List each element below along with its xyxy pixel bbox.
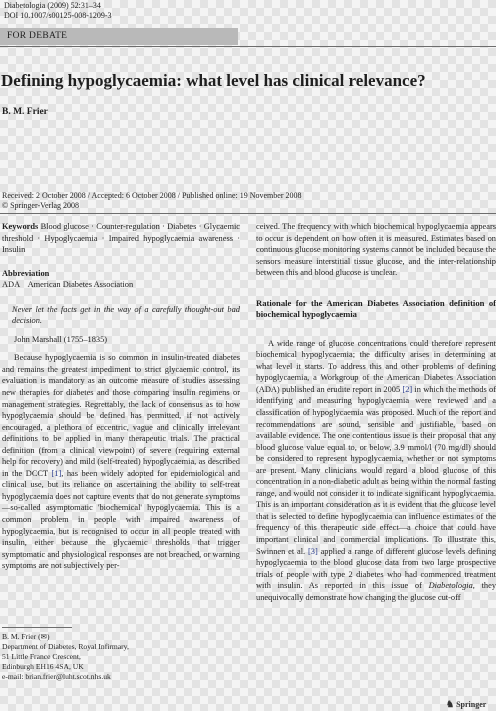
p2-text-d: , they unequivocally demonstrate how changing the glucose cut-off: [256, 581, 496, 602]
p2-text-a: A wide range of glucose concentrations could therefore represent biochemical hypoglycaemia; the difficulty arises in determining at what level it starts. To address this and other problems of defining hypoglycaemia, a Workgroup of the American Diabetes Association (ADA) published an erudite report in 2005: [256, 338, 496, 394]
author-affiliation: [2, 632, 129, 682]
article-title: Defining hypoglycaemia: what level has clinical relevance?: [1, 71, 426, 90]
abbreviation-label: Abbreviation: [2, 268, 50, 278]
right-paragraph-2: [256, 338, 496, 604]
journal-header: [4, 1, 112, 21]
header-rule: [0, 46, 496, 47]
section-tag: FOR DEBATE: [0, 28, 238, 45]
affiliation-dept: Department of Diabetes, Royal Infirmary,: [2, 642, 129, 651]
epigraph-author: John Marshall (1755–1835): [14, 334, 108, 344]
dates-rule: [0, 213, 496, 214]
article-author: B. M. Frier: [2, 107, 48, 117]
reference-link-1[interactable]: [1]: [51, 468, 62, 478]
section-heading: Rationale for the American Diabetes Association definition of biochemical hypoglycaemia: [256, 297, 496, 320]
epigraph-quote: Never let the facts get in the way of a carefully thought-out bad decision.: [12, 304, 240, 326]
affiliation-street: 51 Little France Crescent,: [2, 652, 81, 661]
left-column: [2, 221, 240, 572]
body-text-part2: , has been widely adopted for epidemiological and clinical use, but its reliance on ascertaining the ability to self-treat hypoglycaemia does not capture events that do not generate symptoms—so-called asymptomatic 'biochemical' hypoglycaemia. This is a common problem in people with impaired awareness of hypoglycaemia, but is recognised to occur in all people treated with insulin, either because the glycaemic thresholds that trigger symptomatic and physiological responses are not breached, or warning symptoms are not subjectively per-: [2, 468, 240, 571]
abbreviation-text: ADA American Diabetes Association: [2, 280, 134, 290]
publisher-name: Springer: [456, 700, 487, 709]
body-text-part1: Because hypoglycaemia is so common in insulin-treated diabetes and remains the greatest impediment to strict glycaemic control, its evaluation is mandatory as an outcome measure of studies assessing new therapies for diabetes and those comparing insulin regimens or management strategies. Regrettably, the lack of consensus as to how hypoglycaemia should be defined has permitted, if not actively encouraged, a plethora of eccentric, vague and clinically irrelevant definitions to be applied in many therapeutic trials. The practical definition (from a clinical viewpoint) of severe (requiring external help for recovery) and mild (self-treated) hypoglycaemia, as described in the DCCT: [2, 353, 240, 478]
right-paragraph-1: ceived. The frequency with which biochemical hypoglycaemia appears to occur is dependent on how often it is measured. Estimates based on continuous glucose monitoring systems cannot be included because the sensors measure interstitial tissue glucose, and the inter-relationship between this and blood glucose is unclear.: [256, 222, 496, 278]
copyright-line: © Springer-Verlag 2008: [2, 201, 80, 210]
journal-citation: Diabetologia (2009) 52:31–34: [4, 1, 101, 10]
affiliation-name: B. M. Frier (✉): [2, 632, 50, 641]
keywords-label: Keywords: [2, 222, 39, 231]
springer-horse-icon: ♞: [446, 699, 455, 709]
publisher-logo: [446, 699, 486, 710]
reference-link-2[interactable]: [2]: [402, 384, 413, 394]
affiliation-email[interactable]: e-mail: brian.frier@luht.scot.nhs.uk: [2, 672, 111, 681]
doi: DOI 10.1007/s00125-008-1209-3: [4, 11, 112, 20]
keywords: [2, 221, 240, 256]
keywords-text: Blood glucose · Counter-regulation · Diabetes · Glycaemic threshold · Hypoglycaemia · Impaired hypoglycaemia awareness · Insulin: [2, 222, 241, 255]
body-paragraph: [2, 352, 240, 571]
footnote-rule: [2, 627, 72, 628]
affiliation-city: Edinburgh EH16 4SA, UK: [2, 662, 84, 671]
reference-link-3[interactable]: [3]: [307, 546, 318, 556]
journal-name-italic: Diabetologia: [428, 581, 473, 591]
p2-text-b: in which the methods of identifying and measuring hypoglycaemia were reviewed and a classification of hypoglycaemia was proposed. Much of the report and recommendations are sound, sensible and justifiable, based on available evidence. The one contentious issue is their proposal that any blood glucose value equal to, or below, 3.9 mmol/l (70 mg/dl) should be considered to represent hypoglycaemia, whether or not symptoms are present. Many clinicians would regard a blood glucose of this concentration in a non-diabetic adult as being within the normal fasting range, and would not consider it to indicate significant hypoglycaemia. This is an important consideration as it is evident that the glucose level that is selected to define hypoglycaemia can influence estimates of the frequency of this therapeutic side effect—a choice that could have important clinical and commercial implications. To illustrate this, Swinnen et al.: [256, 384, 496, 556]
p2-text-c: applied a range of different glucose levels defining hypoglycaemia to the blood glucose data from two large prospective trials of people with type 2 diabetes who had commenced treatment with insulin. As reported in this issue of: [256, 546, 496, 591]
right-column: [256, 221, 496, 603]
article-dates: Received: 2 October 2008 / Accepted: 6 October 2008 / Published online: 19 November 2008: [2, 191, 302, 200]
